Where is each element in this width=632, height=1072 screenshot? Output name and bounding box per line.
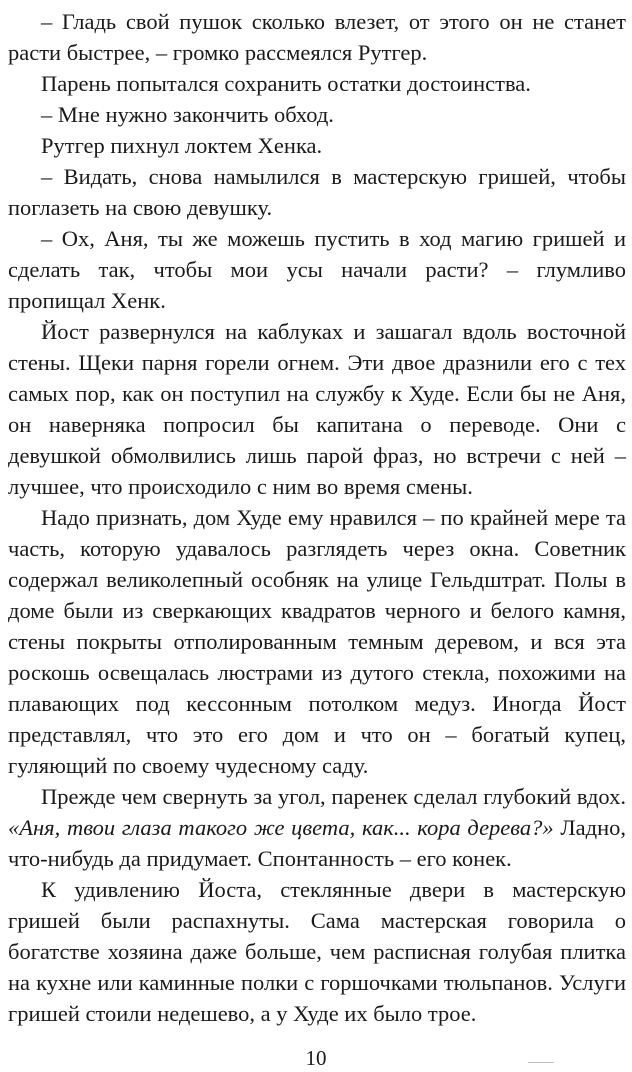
page-text	[8, 6, 626, 1029]
paragraph-text: Рутгер пихнул локтем Хенка.	[41, 133, 323, 158]
paragraph-text: К удивлению Йоста, стеклянные двери в мастерскую гришей были распахнуты. Сама мастерская говорила о богатстве хозяина даже больше, чем расписная голубая плитка на кухне или каминные полки с горшочками тюльпанов. Услуги гришей стоили недешево, а у Худе их было трое.	[8, 877, 626, 1026]
paragraph-text: Йост развернулся на каблуках и зашагал вдоль восточной стены. Щеки парня горели огнем. Эти двое дразнили его с тех самых пор, как он поступил на службу к Худе. Если бы не Аня, он наверняка попросил бы капитана о переводе. Они с девушкой обмолвились лишь парой фраз, но встречи с ней – лучшее, что происходило с ним во время смены.	[8, 319, 626, 499]
paragraph	[8, 6, 626, 68]
paragraph	[8, 781, 626, 874]
paragraph	[8, 502, 626, 781]
paragraph-text: Надо признать, дом Худе ему нравился – по крайней мере та часть, которую удавалось разглядеть через окна. Советник содержал великолепный особняк на улице Гельдштрат. Полы в доме были из сверкающих квадратов черного и белого камня, стены покрыты отполированным темным деревом, и вся эта роскошь освещалась люстрами из дутого стекла, похожими на плавающих под кессонным потолком медуз. Иногда Йост представлял, что это его дом и что он – богатый купец, гуляющий по своему чудесному саду.	[8, 505, 626, 778]
page-number: 10	[305, 1046, 327, 1070]
paragraph	[8, 99, 626, 130]
paragraph-text: Прежде чем свернуть за угол, паренек сделал глубокий вдох.	[41, 784, 626, 809]
paragraph-text: – Видать, снова намылился в мастерскую гришей, чтобы поглазеть на свою девушку.	[8, 164, 626, 220]
paragraph	[8, 874, 626, 1029]
paragraph-text: Ладно, что-нибудь да придумает. Спонтанность – его конек.	[8, 815, 626, 871]
paragraph	[8, 316, 626, 502]
paragraph-text: Парень попытался сохранить остатки достоинства.	[41, 71, 531, 96]
paragraph	[8, 161, 626, 223]
paragraph-text: – Ох, Аня, ты же можешь пустить в ход магию гришей и сделать так, чтобы мои усы начали расти? – глумливо пропищал Хенк.	[8, 226, 626, 313]
footer-rule	[528, 1062, 554, 1063]
paragraph	[8, 223, 626, 316]
paragraph-text: – Гладь свой пушок сколько влезет, от этого он не станет расти быстрее, – громко рассмеялся Рутгер.	[8, 9, 626, 65]
italic-quote: «Аня, твои глаза такого же цвета, как... кора дерева?»	[8, 815, 554, 840]
paragraph-text: – Мне нужно закончить обход.	[41, 102, 334, 127]
paragraph	[8, 130, 626, 161]
paragraph	[8, 68, 626, 99]
